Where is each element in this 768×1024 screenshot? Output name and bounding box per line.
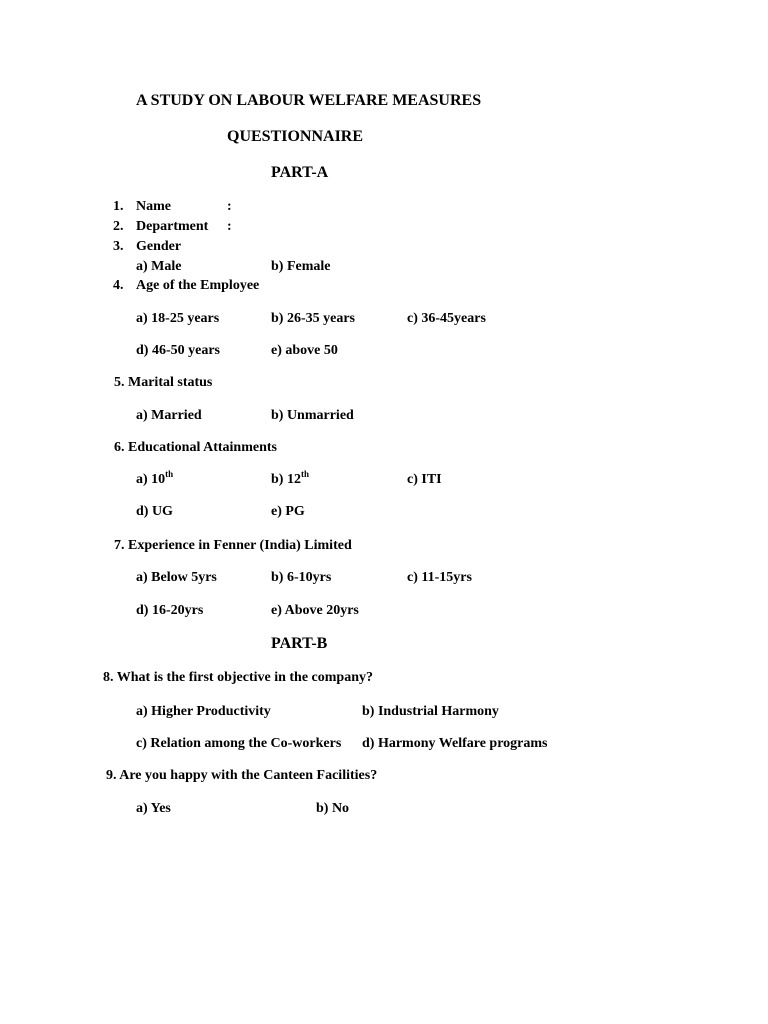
q6-label: 6. Educational Attainments xyxy=(114,440,277,455)
q6-option-b-sup: th xyxy=(300,469,309,479)
q3-number: 3. xyxy=(113,239,124,254)
q1-label: Name xyxy=(136,199,171,214)
q6-option-a-sup: th xyxy=(165,469,174,479)
part-a-heading: PART-A xyxy=(271,164,329,181)
q4-option-c: c) 36-45years xyxy=(407,311,486,326)
q7-option-a: a) Below 5yrs xyxy=(136,570,217,585)
q7-option-d: d) 16-20yrs xyxy=(136,603,204,618)
q5-option-a: a) Married xyxy=(136,408,202,423)
q9-label: 9. Are you happy with the Canteen Facilities? xyxy=(106,768,378,783)
q8-label: 8. What is the first objective in the company? xyxy=(103,670,373,685)
questionnaire-heading: QUESTIONNAIRE xyxy=(227,128,364,145)
q6-option-c: c) ITI xyxy=(407,472,442,487)
q2-label: Department xyxy=(136,219,209,234)
q6-option-a: a) 10th xyxy=(136,469,174,487)
q8-option-c: c) Relation among the Co-workers xyxy=(136,736,342,751)
q7-option-e: e) Above 20yrs xyxy=(271,603,359,618)
part-b-heading: PART-B xyxy=(271,635,328,652)
document-title: A STUDY ON LABOUR WELFARE MEASURES xyxy=(136,92,482,109)
q3-option-female: b) Female xyxy=(271,259,331,274)
q1-colon: : xyxy=(227,199,232,214)
q1-number: 1. xyxy=(113,199,124,214)
q4-option-a: a) 18-25 years xyxy=(136,311,220,326)
q5-option-b: b) Unmarried xyxy=(271,408,354,423)
q6-option-d: d) UG xyxy=(136,504,173,519)
q7-option-c: c) 11-15yrs xyxy=(407,570,472,585)
q4-number: 4. xyxy=(113,278,124,293)
q2-colon: : xyxy=(227,219,232,234)
q3-option-male: a) Male xyxy=(136,259,182,274)
q2-number: 2. xyxy=(113,219,124,234)
q7-label: 7. Experience in Fenner (India) Limited xyxy=(114,538,352,553)
q8-option-b: b) Industrial Harmony xyxy=(362,704,499,719)
q7-option-b: b) 6-10yrs xyxy=(271,570,332,585)
q6-option-b: b) 12th xyxy=(271,469,309,487)
q6-option-e: e) PG xyxy=(271,504,305,519)
q4-option-d: d) 46-50 years xyxy=(136,343,220,358)
q9-option-b: b) No xyxy=(316,801,350,816)
q9-option-a: a) Yes xyxy=(136,801,171,816)
q4-label: Age of the Employee xyxy=(136,278,260,293)
q3-label: Gender xyxy=(136,239,182,254)
q4-option-e: e) above 50 xyxy=(271,343,338,358)
q8-option-d: d) Harmony Welfare programs xyxy=(362,736,548,751)
q4-option-b: b) 26-35 years xyxy=(271,311,355,326)
q8-option-a: a) Higher Productivity xyxy=(136,704,271,719)
q5-label: 5. Marital status xyxy=(114,375,213,390)
